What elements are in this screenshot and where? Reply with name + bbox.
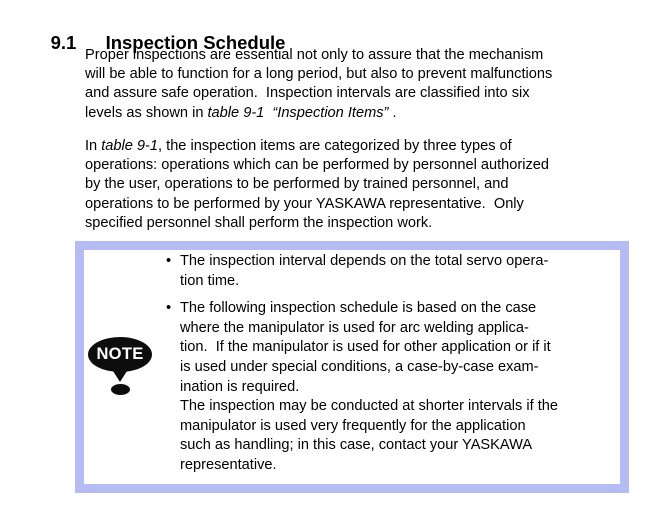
text-line: will be able to function for a long period, but also to prevent malfunctions: [85, 66, 553, 83]
text-line: The inspection may be conducted at shorter intervals if the: [180, 398, 559, 415]
text-line: operations to be performed by your YASKAWA representative. Only: [85, 195, 524, 212]
text-line: tion. If the manipulator is used for other application or if it: [180, 339, 551, 356]
table-reference: table 9-1: [101, 138, 159, 154]
text-line: specified personnel shall perform the inspection work.: [85, 214, 433, 231]
text-line: where the manipulator is used for arc welding applica-: [180, 319, 529, 336]
text-line: operations: operations which can be performed by personnel authorized: [85, 157, 550, 174]
section-number: 9.1: [50, 32, 77, 53]
text-line: such as handling; in this case, contact your YASKAWA: [180, 437, 533, 454]
text-line: [85, 104, 552, 123]
text-line: by the user, operations to be performed by trained personnel, and: [85, 176, 509, 193]
note-box: [75, 241, 629, 493]
table-reference: table 9-1 “Inspection Items”: [207, 104, 389, 121]
note-content: [84, 252, 620, 476]
text-line: The inspection interval depends on the total servo opera-: [180, 253, 549, 269]
text-segment: .: [388, 104, 397, 121]
section-title: Inspection Schedule: [105, 32, 286, 53]
text-line: representative.: [180, 456, 277, 473]
text-line: tion time.: [180, 272, 240, 289]
text-segment: levels as shown in: [85, 104, 208, 121]
text-line: ination is required.: [180, 378, 300, 395]
note-label: NOTE: [96, 345, 144, 363]
text-line: is used under special conditions, a case-by-case exam-: [180, 358, 539, 375]
paragraph-intro: [85, 46, 552, 123]
note-bullet-1: [84, 252, 620, 291]
bullet-marker: •: [166, 253, 172, 269]
text-line: [85, 137, 549, 156]
paragraph-operations: [85, 137, 549, 233]
bullet-marker: •: [166, 300, 172, 317]
text-line: manipulator is used very frequently for the application: [180, 417, 526, 434]
text-line: and assure safe operation. Inspection intervals are classified into six: [85, 85, 530, 102]
text-segment: , the inspection items are categorized by three types of: [158, 138, 512, 154]
text-line: Proper inspections are essential not only to assure that the mechanism: [85, 47, 544, 63]
note-bullet-2: [84, 299, 620, 475]
text-segment: In: [85, 138, 102, 154]
text-line: The following inspection schedule is based on the case: [180, 300, 537, 317]
